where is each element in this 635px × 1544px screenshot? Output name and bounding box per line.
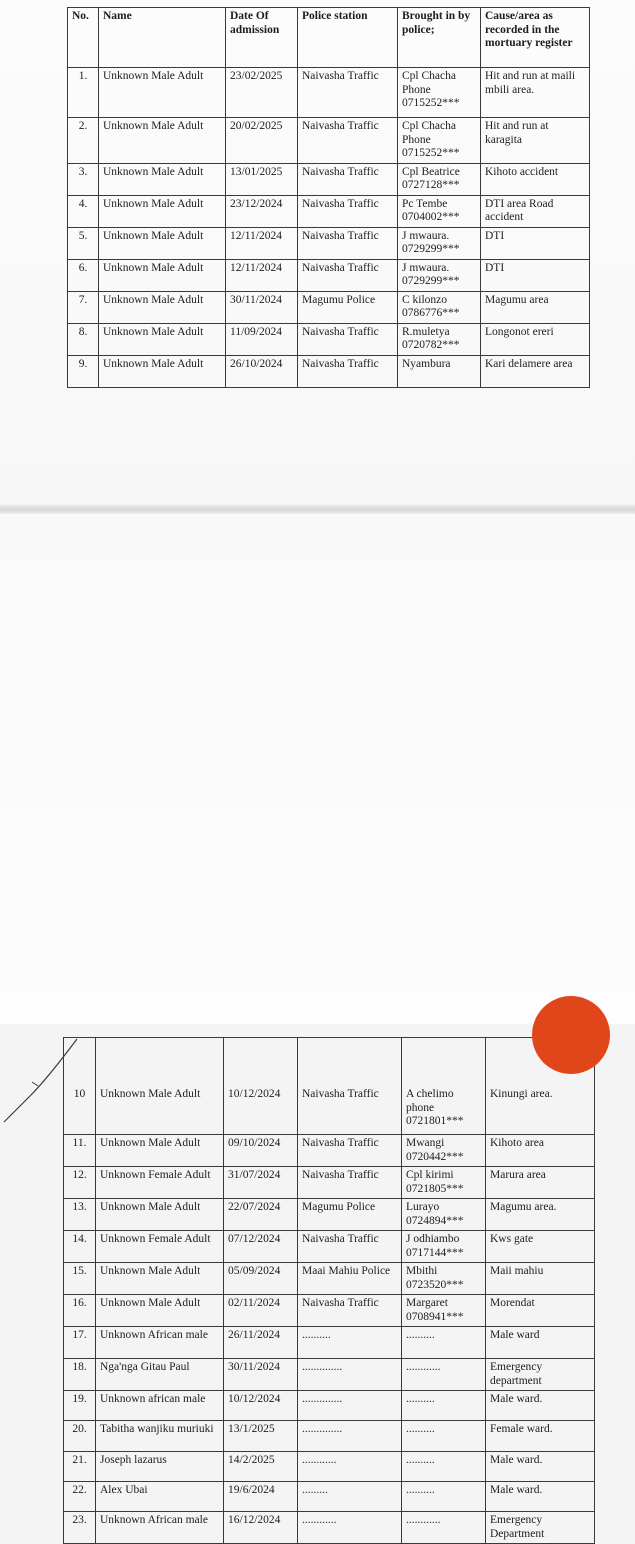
table-row — [64, 1482, 595, 1512]
cell-name: Unknown African male — [96, 1327, 224, 1359]
cell-brought: Cpl Beatrice 0727128*** — [398, 163, 481, 195]
cell-name: Unknown Male Adult — [96, 1135, 224, 1167]
page-separator — [0, 505, 635, 514]
cell-name: Unknown Male Adult — [96, 1199, 224, 1231]
cell-cause: Marura area — [486, 1167, 595, 1199]
cell-station: Naivasha Traffic — [298, 1038, 402, 1135]
cell-no: 10 — [64, 1038, 96, 1135]
cell-no: 3. — [68, 163, 99, 195]
table-row — [64, 1391, 595, 1421]
table-row — [68, 195, 590, 227]
cell-no: 17. — [64, 1327, 96, 1359]
table-row — [68, 163, 590, 195]
table-row — [64, 1167, 595, 1199]
cell-name: Unknown Male Adult — [96, 1263, 224, 1295]
cell-station: ......... — [298, 1482, 402, 1512]
cell-date: 13/01/2025 — [226, 163, 298, 195]
cell-no: 9. — [68, 355, 99, 387]
table-row — [64, 1038, 595, 1135]
table-row — [68, 118, 590, 164]
cell-cause: Male ward — [486, 1327, 595, 1359]
cell-cause: Kws gate — [486, 1231, 595, 1263]
header-brought: Brought in by police; — [398, 8, 481, 68]
table-body-2 — [64, 1038, 595, 1544]
cell-station: .............. — [298, 1359, 402, 1391]
table-header-row — [68, 8, 590, 68]
cell-station: Naivasha Traffic — [298, 195, 398, 227]
cell-name: Unknown Male Adult — [99, 68, 226, 118]
cell-no: 23. — [64, 1512, 96, 1544]
cell-name: Unknown Male Adult — [99, 291, 226, 323]
cell-date: 30/11/2024 — [226, 291, 298, 323]
cell-station: Naivasha Traffic — [298, 227, 398, 259]
cell-date: 22/07/2024 — [224, 1199, 298, 1231]
cell-station: ............ — [298, 1452, 402, 1482]
cell-station: Maai Mahiu Police — [298, 1263, 402, 1295]
cell-date: 07/12/2024 — [224, 1231, 298, 1263]
cell-station: .............. — [298, 1421, 402, 1452]
cell-name: Joseph lazarus — [96, 1452, 224, 1482]
cell-station: ............ — [298, 1512, 402, 1544]
cell-brought: C kilonzo 0786776*** — [398, 291, 481, 323]
cell-station: Magumu Police — [298, 1199, 402, 1231]
table-row — [64, 1231, 595, 1263]
cell-station: Naivasha Traffic — [298, 1231, 402, 1263]
header-name: Name — [99, 8, 226, 68]
table-row — [68, 259, 590, 291]
cell-cause: DTI — [481, 259, 590, 291]
cell-no: 22. — [64, 1482, 96, 1512]
header-station: Police station — [298, 8, 398, 68]
table-row — [68, 291, 590, 323]
cell-cause: Morendat — [486, 1295, 595, 1327]
cell-brought: .......... — [402, 1482, 486, 1512]
cell-date: 09/10/2024 — [224, 1135, 298, 1167]
cell-brought: Mbithi 0723520*** — [402, 1263, 486, 1295]
cell-name: Unknown Male Adult — [99, 195, 226, 227]
table-row — [64, 1135, 595, 1167]
header-no: No. — [68, 8, 99, 68]
pen-stroke-mark — [2, 1034, 82, 1124]
cell-brought: Cpl Chacha Phone 0715252*** — [398, 118, 481, 164]
cell-station: Naivasha Traffic — [298, 259, 398, 291]
cell-station: Naivasha Traffic — [298, 118, 398, 164]
document-page-2 — [0, 514, 635, 1540]
cell-no: 6. — [68, 259, 99, 291]
cell-station: Naivasha Traffic — [298, 68, 398, 118]
mortuary-register-table-2 — [63, 1037, 595, 1544]
cell-date: 11/09/2024 — [226, 323, 298, 355]
cell-name: Unknown Female Adult — [96, 1167, 224, 1199]
table-row — [68, 68, 590, 118]
cell-name: Unknown Male Adult — [99, 118, 226, 164]
cell-station: Naivasha Traffic — [298, 355, 398, 387]
table-row — [68, 355, 590, 387]
cell-cause: Hit and run at karagita — [481, 118, 590, 164]
table-body-1 — [68, 68, 590, 388]
table-row — [64, 1327, 595, 1359]
cell-brought: .......... — [402, 1391, 486, 1421]
cell-cause: DTI area Road accident — [481, 195, 590, 227]
table-row — [64, 1263, 595, 1295]
cell-station: Naivasha Traffic — [298, 1295, 402, 1327]
cell-date: 10/12/2024 — [224, 1391, 298, 1421]
table-row — [64, 1452, 595, 1482]
cell-no: 20. — [64, 1421, 96, 1452]
cell-no: 1. — [68, 68, 99, 118]
cell-no: 12. — [64, 1167, 96, 1199]
cell-brought: ............ — [402, 1359, 486, 1391]
table-row — [64, 1295, 595, 1327]
cell-cause: Female ward. — [486, 1421, 595, 1452]
table-row — [64, 1421, 595, 1452]
cell-cause: Male ward. — [486, 1452, 595, 1482]
cell-cause: Maii mahiu — [486, 1263, 595, 1295]
cell-brought: .......... — [402, 1327, 486, 1359]
cell-date: 10/12/2024 — [224, 1038, 298, 1135]
cell-no: 8. — [68, 323, 99, 355]
cell-brought: J mwaura. 0729299*** — [398, 259, 481, 291]
cell-cause: Emergency Department — [486, 1512, 595, 1544]
cell-date: 02/11/2024 — [224, 1295, 298, 1327]
cell-brought: .......... — [402, 1421, 486, 1452]
cell-name: Unknown african male — [96, 1391, 224, 1421]
cell-brought: .......... — [402, 1452, 486, 1482]
cell-date: 23/12/2024 — [226, 195, 298, 227]
cell-station: Naivasha Traffic — [298, 323, 398, 355]
cell-brought: Nyambura — [398, 355, 481, 387]
cell-cause: Magumu area. — [486, 1199, 595, 1231]
cell-brought: Lurayo 0724894*** — [402, 1199, 486, 1231]
cell-brought: Cpl kirimi 0721805*** — [402, 1167, 486, 1199]
cell-station: Magumu Police — [298, 291, 398, 323]
cell-cause: Emergency department — [486, 1359, 595, 1391]
cell-cause: Kihoto accident — [481, 163, 590, 195]
cell-date: 31/07/2024 — [224, 1167, 298, 1199]
cell-brought: Cpl Chacha Phone 0715252*** — [398, 68, 481, 118]
cell-station: .......... — [298, 1327, 402, 1359]
cell-date: 05/09/2024 — [224, 1263, 298, 1295]
header-cause: Cause/area as recorded in the mortuary register — [481, 8, 590, 68]
cell-name: Alex Ubai — [96, 1482, 224, 1512]
cell-station: Naivasha Traffic — [298, 1167, 402, 1199]
cell-date: 20/02/2025 — [226, 118, 298, 164]
mortuary-register-table-1 — [67, 7, 590, 388]
table-row — [64, 1512, 595, 1544]
cell-name: Tabitha wanjiku muriuki — [96, 1421, 224, 1452]
cell-no: 2. — [68, 118, 99, 164]
cell-no: 15. — [64, 1263, 96, 1295]
cell-date: 16/12/2024 — [224, 1512, 298, 1544]
cell-brought: ............ — [402, 1512, 486, 1544]
cell-name: Unknown Male Adult — [99, 163, 226, 195]
document-page-1 — [0, 0, 635, 505]
cell-no: 4. — [68, 195, 99, 227]
cell-name: Nga'nga Gitau Paul — [96, 1359, 224, 1391]
cell-no: 16. — [64, 1295, 96, 1327]
cell-date: 26/10/2024 — [226, 355, 298, 387]
cell-name: Unknown Male Adult — [96, 1295, 224, 1327]
cell-no: 5. — [68, 227, 99, 259]
header-date: Date Of admission — [226, 8, 298, 68]
cell-cause: Hit and run at maili mbili area. — [481, 68, 590, 118]
cell-no: 14. — [64, 1231, 96, 1263]
cell-brought: A chelimo phone 0721801*** — [402, 1038, 486, 1135]
cell-name: Unknown Male Adult — [99, 355, 226, 387]
table-row — [68, 227, 590, 259]
cell-brought: Margaret 0708941*** — [402, 1295, 486, 1327]
cell-brought: J mwaura. 0729299*** — [398, 227, 481, 259]
cell-cause: Magumu area — [481, 291, 590, 323]
cell-cause: Kinungi area. — [486, 1038, 595, 1135]
cell-date: 14/2/2025 — [224, 1452, 298, 1482]
red-stamp-corner — [532, 996, 610, 1074]
table-row — [64, 1359, 595, 1391]
cell-no: 7. — [68, 291, 99, 323]
cell-cause: Kari delamere area — [481, 355, 590, 387]
cell-date: 19/6/2024 — [224, 1482, 298, 1512]
cell-name: Unknown Male Adult — [96, 1038, 224, 1135]
cell-cause: DTI — [481, 227, 590, 259]
cell-cause: Kihoto area — [486, 1135, 595, 1167]
cell-brought: R.muletya 0720782*** — [398, 323, 481, 355]
cell-name: Unknown Male Adult — [99, 323, 226, 355]
table-row — [68, 323, 590, 355]
cell-date: 30/11/2024 — [224, 1359, 298, 1391]
cell-no: 21. — [64, 1452, 96, 1482]
cell-no: 19. — [64, 1391, 96, 1421]
cell-brought: J odhiambo 0717144*** — [402, 1231, 486, 1263]
cell-station: .............. — [298, 1391, 402, 1421]
cell-date: 12/11/2024 — [226, 227, 298, 259]
cell-brought: Pc Tembe 0704002*** — [398, 195, 481, 227]
cell-name: Unknown Female Adult — [96, 1231, 224, 1263]
cell-name: Unknown Male Adult — [99, 227, 226, 259]
cell-name: Unknown African male — [96, 1512, 224, 1544]
cell-date: 12/11/2024 — [226, 259, 298, 291]
cell-date: 23/02/2025 — [226, 68, 298, 118]
cell-no: 11. — [64, 1135, 96, 1167]
cell-station: Naivasha Traffic — [298, 163, 398, 195]
cell-date: 13/1/2025 — [224, 1421, 298, 1452]
cell-cause: Male ward. — [486, 1482, 595, 1512]
cell-brought: Mwangi 0720442*** — [402, 1135, 486, 1167]
table-row — [64, 1199, 595, 1231]
cell-cause: Longonot ereri — [481, 323, 590, 355]
cell-date: 26/11/2024 — [224, 1327, 298, 1359]
cell-name: Unknown Male Adult — [99, 259, 226, 291]
cell-no: 13. — [64, 1199, 96, 1231]
cell-station: Naivasha Traffic — [298, 1135, 402, 1167]
cell-no: 18. — [64, 1359, 96, 1391]
cell-cause: Male ward. — [486, 1391, 595, 1421]
